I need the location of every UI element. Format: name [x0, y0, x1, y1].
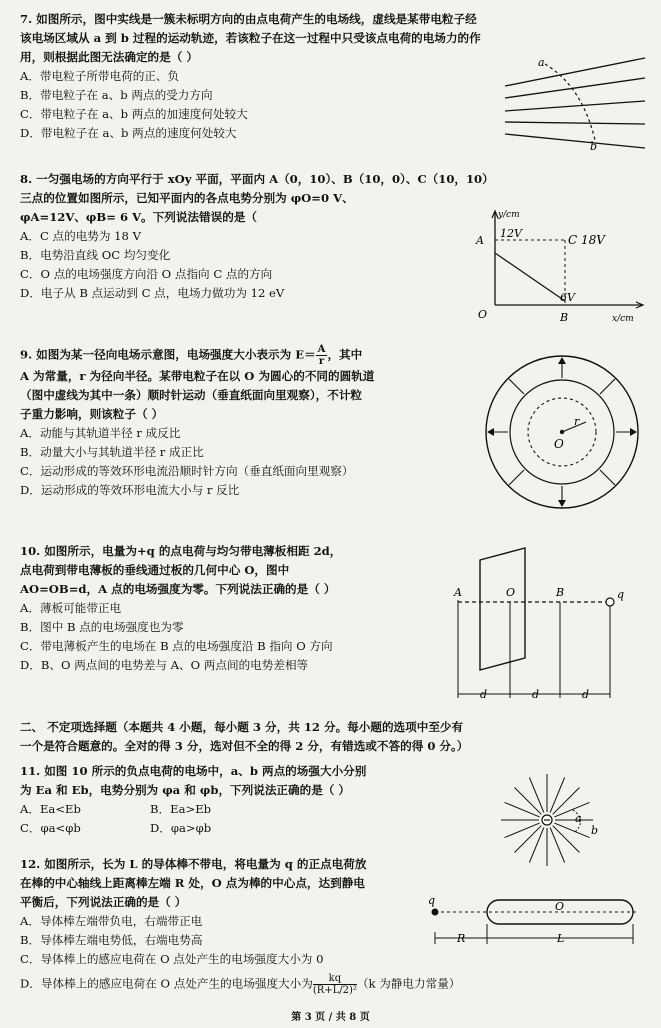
q7-field-line — [505, 78, 645, 98]
q9-arrowhead — [630, 428, 637, 436]
q9-option-b[interactable]: B．动量大小与其轨道半径 r 成正比 — [20, 445, 204, 459]
q12-stem-line-1: 12. 如图所示，长为 L 的导体棒不带电，将电量为 q 的正点电荷放 — [20, 857, 367, 871]
q9-fraction — [316, 344, 328, 367]
q11-stem-line-1: 11. 如图 10 所示的负点电荷的电场中，a、b 两点的场强大小分别 — [20, 764, 367, 778]
q12-stem-line-2: 在棒的中心轴线上距离棒左端 R 处，O 点为棒的中心点，达到静电 — [20, 876, 365, 890]
q7-option-b[interactable]: B．带电粒子在 a、b 两点的受力方向 — [20, 88, 213, 102]
q10-label-B: B — [556, 586, 565, 599]
q8-line-ab — [495, 253, 565, 301]
q12-figure — [425, 892, 645, 952]
q7-option-d[interactable]: D．带电粒子在 a、b 两点的速度何处较大 — [20, 126, 237, 140]
section-2-heading: 二、 不定项选择题（本题共 4 小题，每小题 3 分，共 12 分。每小题的选项中至少有 — [20, 720, 464, 734]
q11-field-ray — [553, 826, 580, 853]
q8-label-A: A — [476, 234, 484, 247]
q10-option-a[interactable]: A．薄板可能带正电 — [20, 601, 122, 615]
q7-field-line — [505, 101, 645, 111]
q12-option-d-prefix: D．导体棒上的感应电荷在 O 点处产生的电场强度大小为 — [20, 976, 313, 991]
q7-label-b: b — [590, 140, 598, 151]
q11-label-b: b — [591, 824, 599, 837]
q9-frac-num: A — [317, 344, 326, 355]
q11-field-ray — [505, 802, 540, 817]
question-8 — [20, 170, 494, 303]
q10-option-b[interactable]: B．图中 B 点的电场强度也为零 — [20, 620, 184, 634]
q11-option-c[interactable]: C．φa<φb — [20, 821, 81, 835]
q10-label-d2: d — [532, 688, 540, 701]
q7-stem-line-2: 该电场区域从 a 到 b 过程的运动轨迹，若该粒子在这一过程中只受该点电荷的电场力的作 — [20, 31, 481, 45]
q12-stem-line-3: 平衡后，下列说法正确的是（ ） — [20, 895, 187, 909]
q9-field-ray — [600, 379, 615, 394]
q8-stem-line-3: φA=12V、φB= 6 V。下列说法错误的是（ — [20, 210, 257, 224]
q10-figure — [450, 540, 640, 715]
q9-center-point — [560, 430, 564, 434]
q9-label-r: r — [574, 415, 580, 428]
q8-stem-line-1: 8. 一匀强电场的方向平行于 xOy 平面，平面内 A（0，10）、B（10，0）、C（10，10） — [20, 172, 494, 186]
q10-label-d1: d — [480, 688, 488, 701]
q10-stem-line-3: AO=OB=d，A 点的电场强度为零。下列说法正确的是（ ） — [20, 582, 336, 596]
q12-frac-den: (R+L/2)² — [312, 985, 357, 996]
q10-option-d[interactable]: D．B、O 两点间的电势差与 A、O 两点间的电势差相等 — [20, 658, 309, 672]
q8-stem-line-2: 三点的位置如图所示，已知平面内的各点电势分别为 φO=0 V、 — [20, 191, 354, 205]
q7-option-c[interactable]: C．带电粒子在 a、b 两点的加速度何处较大 — [20, 107, 248, 121]
question-9 — [20, 344, 374, 500]
q7-stem-line-1: 7. 如图所示，图中实线是一簇未标明方向的由点电荷产生的电场线，虚线是某带电粒子经 — [20, 12, 477, 26]
q9-option-c[interactable]: C．运动形成的等效环形电流沿顺时针方向（垂直纸面向里观察） — [20, 464, 354, 478]
q11-option-d[interactable]: D．φa>φb — [150, 821, 212, 835]
q10-option-c[interactable]: C．带电薄板产生的电场在 B 点的电场强度沿 B 指向 O 方向 — [20, 639, 333, 653]
question-12 — [20, 855, 460, 996]
q8-label-O: O — [478, 308, 488, 321]
section-2-scoring: 一个是符合题意的。全对的得 3 分，选对但不全的得 2 分，有错选或不答的得 0 分。） — [20, 739, 469, 753]
q8-option-d[interactable]: D．电子从 B 点运动到 C 点，电场力做功为 12 eV — [20, 286, 285, 300]
q11-field-ray — [515, 788, 542, 815]
q10-stem-line-1: 10. 如图所示，电量为+q 的点电荷与均匀带电薄板相距 2d， — [20, 544, 342, 558]
q9-arrowhead — [487, 428, 494, 436]
question-10 — [20, 542, 341, 675]
q8-label-12v: 12V — [500, 227, 522, 240]
q12-option-d[interactable] — [20, 973, 460, 996]
q11-options-row-1 — [20, 800, 366, 819]
q11-figure — [495, 770, 615, 870]
section-2-header — [20, 718, 468, 756]
q7-field-line — [505, 58, 645, 86]
q11-option-b[interactable]: B．Ea>Eb — [150, 802, 212, 816]
q9-field-ray — [600, 470, 615, 485]
q7-field-line — [505, 122, 645, 124]
q12-option-c[interactable]: C．导体棒上的感应电荷在 O 点处产生的电场强度大小为 0 — [20, 952, 324, 966]
q10-charged-plate — [480, 548, 525, 670]
q7-label-a: a — [538, 56, 545, 69]
q9-stem-line-1 — [20, 344, 374, 367]
q9-arrowhead — [558, 357, 566, 364]
q11-field-ray — [505, 823, 540, 838]
q9-arrowhead — [558, 500, 566, 507]
q9-frac-den: r — [318, 356, 325, 367]
q11-field-ray — [529, 778, 544, 813]
q10-point-charge — [606, 598, 614, 606]
q7-stem-line-3: 用，则根据此图无法确定的是（ ） — [20, 50, 198, 64]
q10-label-q: q — [617, 588, 625, 601]
q11-field-ray — [550, 827, 565, 862]
q12-option-d-suffix: （k 为静电力常量） — [356, 976, 461, 991]
q11-stem-line-2: 为 Ea 和 Eb，电势分别为 φa 和 φb，下列说法正确的是（ ） — [20, 783, 351, 797]
q8-figure — [470, 205, 650, 330]
q9-stem-line-2: A 为常量，r 为径向半径。某带电粒子在以 O 为圆心的不同的圆轨道 — [20, 369, 375, 383]
q9-option-a[interactable]: A．动能与其轨道半径 r 成反比 — [20, 426, 181, 440]
q12-option-a[interactable]: A．导体棒左端带负电，右端带正电 — [20, 914, 203, 928]
q11-field-ray — [554, 823, 589, 838]
q11-options-row-2 — [20, 819, 366, 838]
q11-field-ray — [554, 802, 589, 817]
q8-ylabel: y/cm — [498, 210, 520, 220]
page-footer: 第 3 页 / 共 8 页 — [291, 1012, 370, 1023]
q11-field-ray — [553, 788, 580, 815]
q8-option-c[interactable]: C．O 点的电场强度方向沿 O 点指向 C 点的方向 — [20, 267, 273, 281]
q10-label-O: O — [506, 586, 516, 599]
q12-label-O: O — [555, 900, 565, 913]
q12-option-d-fraction — [313, 973, 357, 996]
q9-stem-line-4: 子重力影响，则该粒子（ ） — [20, 407, 164, 421]
q8-label-6v: 6V — [560, 291, 575, 304]
q9-stem-suffix: ，其中 — [327, 347, 363, 362]
q12-label-L: L — [557, 932, 565, 945]
q9-stem-line-3: （图中虚线为其中一条）顺时针运动（垂直纸面向里观察），不计粒 — [20, 388, 363, 402]
q7-option-a[interactable]: A．带电粒子所带电荷的正、负 — [20, 69, 180, 83]
q9-option-d[interactable]: D．运动形成的等效环形电流大小与 r 反比 — [20, 483, 240, 497]
q9-label-O: O — [554, 437, 564, 451]
q11-field-ray — [529, 827, 544, 862]
q12-frac-num: kq — [313, 973, 357, 985]
q9-stem-prefix: 9. 如图为某一径向电场示意图，电场强度大小表示为 E＝ — [20, 347, 316, 362]
q8-xlabel: x/cm — [612, 314, 634, 324]
q9-figure — [482, 352, 642, 512]
q11-label-a: a — [575, 812, 582, 825]
q11-field-ray — [515, 826, 542, 853]
q12-label-R: R — [457, 932, 466, 945]
q9-field-ray — [509, 379, 524, 394]
question-7 — [20, 10, 481, 143]
question-11 — [20, 762, 366, 838]
q10-stem-line-2: 点电荷到带电薄板的垂线通过板的几何中心 O，图中 — [20, 563, 290, 577]
q7-figure — [500, 56, 650, 151]
q8-option-a[interactable]: A．C 点的电势为 18 V — [20, 229, 141, 243]
q8-label-c18v: C 18V — [568, 233, 605, 247]
q11-field-ray — [550, 778, 565, 813]
q11-option-a[interactable]: A．Ea<Eb — [20, 802, 81, 816]
q9-field-ray — [509, 470, 524, 485]
q7-trajectory — [545, 64, 595, 140]
q10-label-d3: d — [582, 688, 590, 701]
q8-option-b[interactable]: B．电势沿直线 OC 均匀变化 — [20, 248, 171, 262]
q12-option-b[interactable]: B．导体棒左端电势低，右端电势高 — [20, 933, 203, 947]
q8-label-B: B — [560, 311, 569, 324]
q10-label-A: A — [454, 586, 462, 599]
q7-field-line — [505, 134, 645, 148]
q12-label-q: q — [428, 894, 436, 907]
